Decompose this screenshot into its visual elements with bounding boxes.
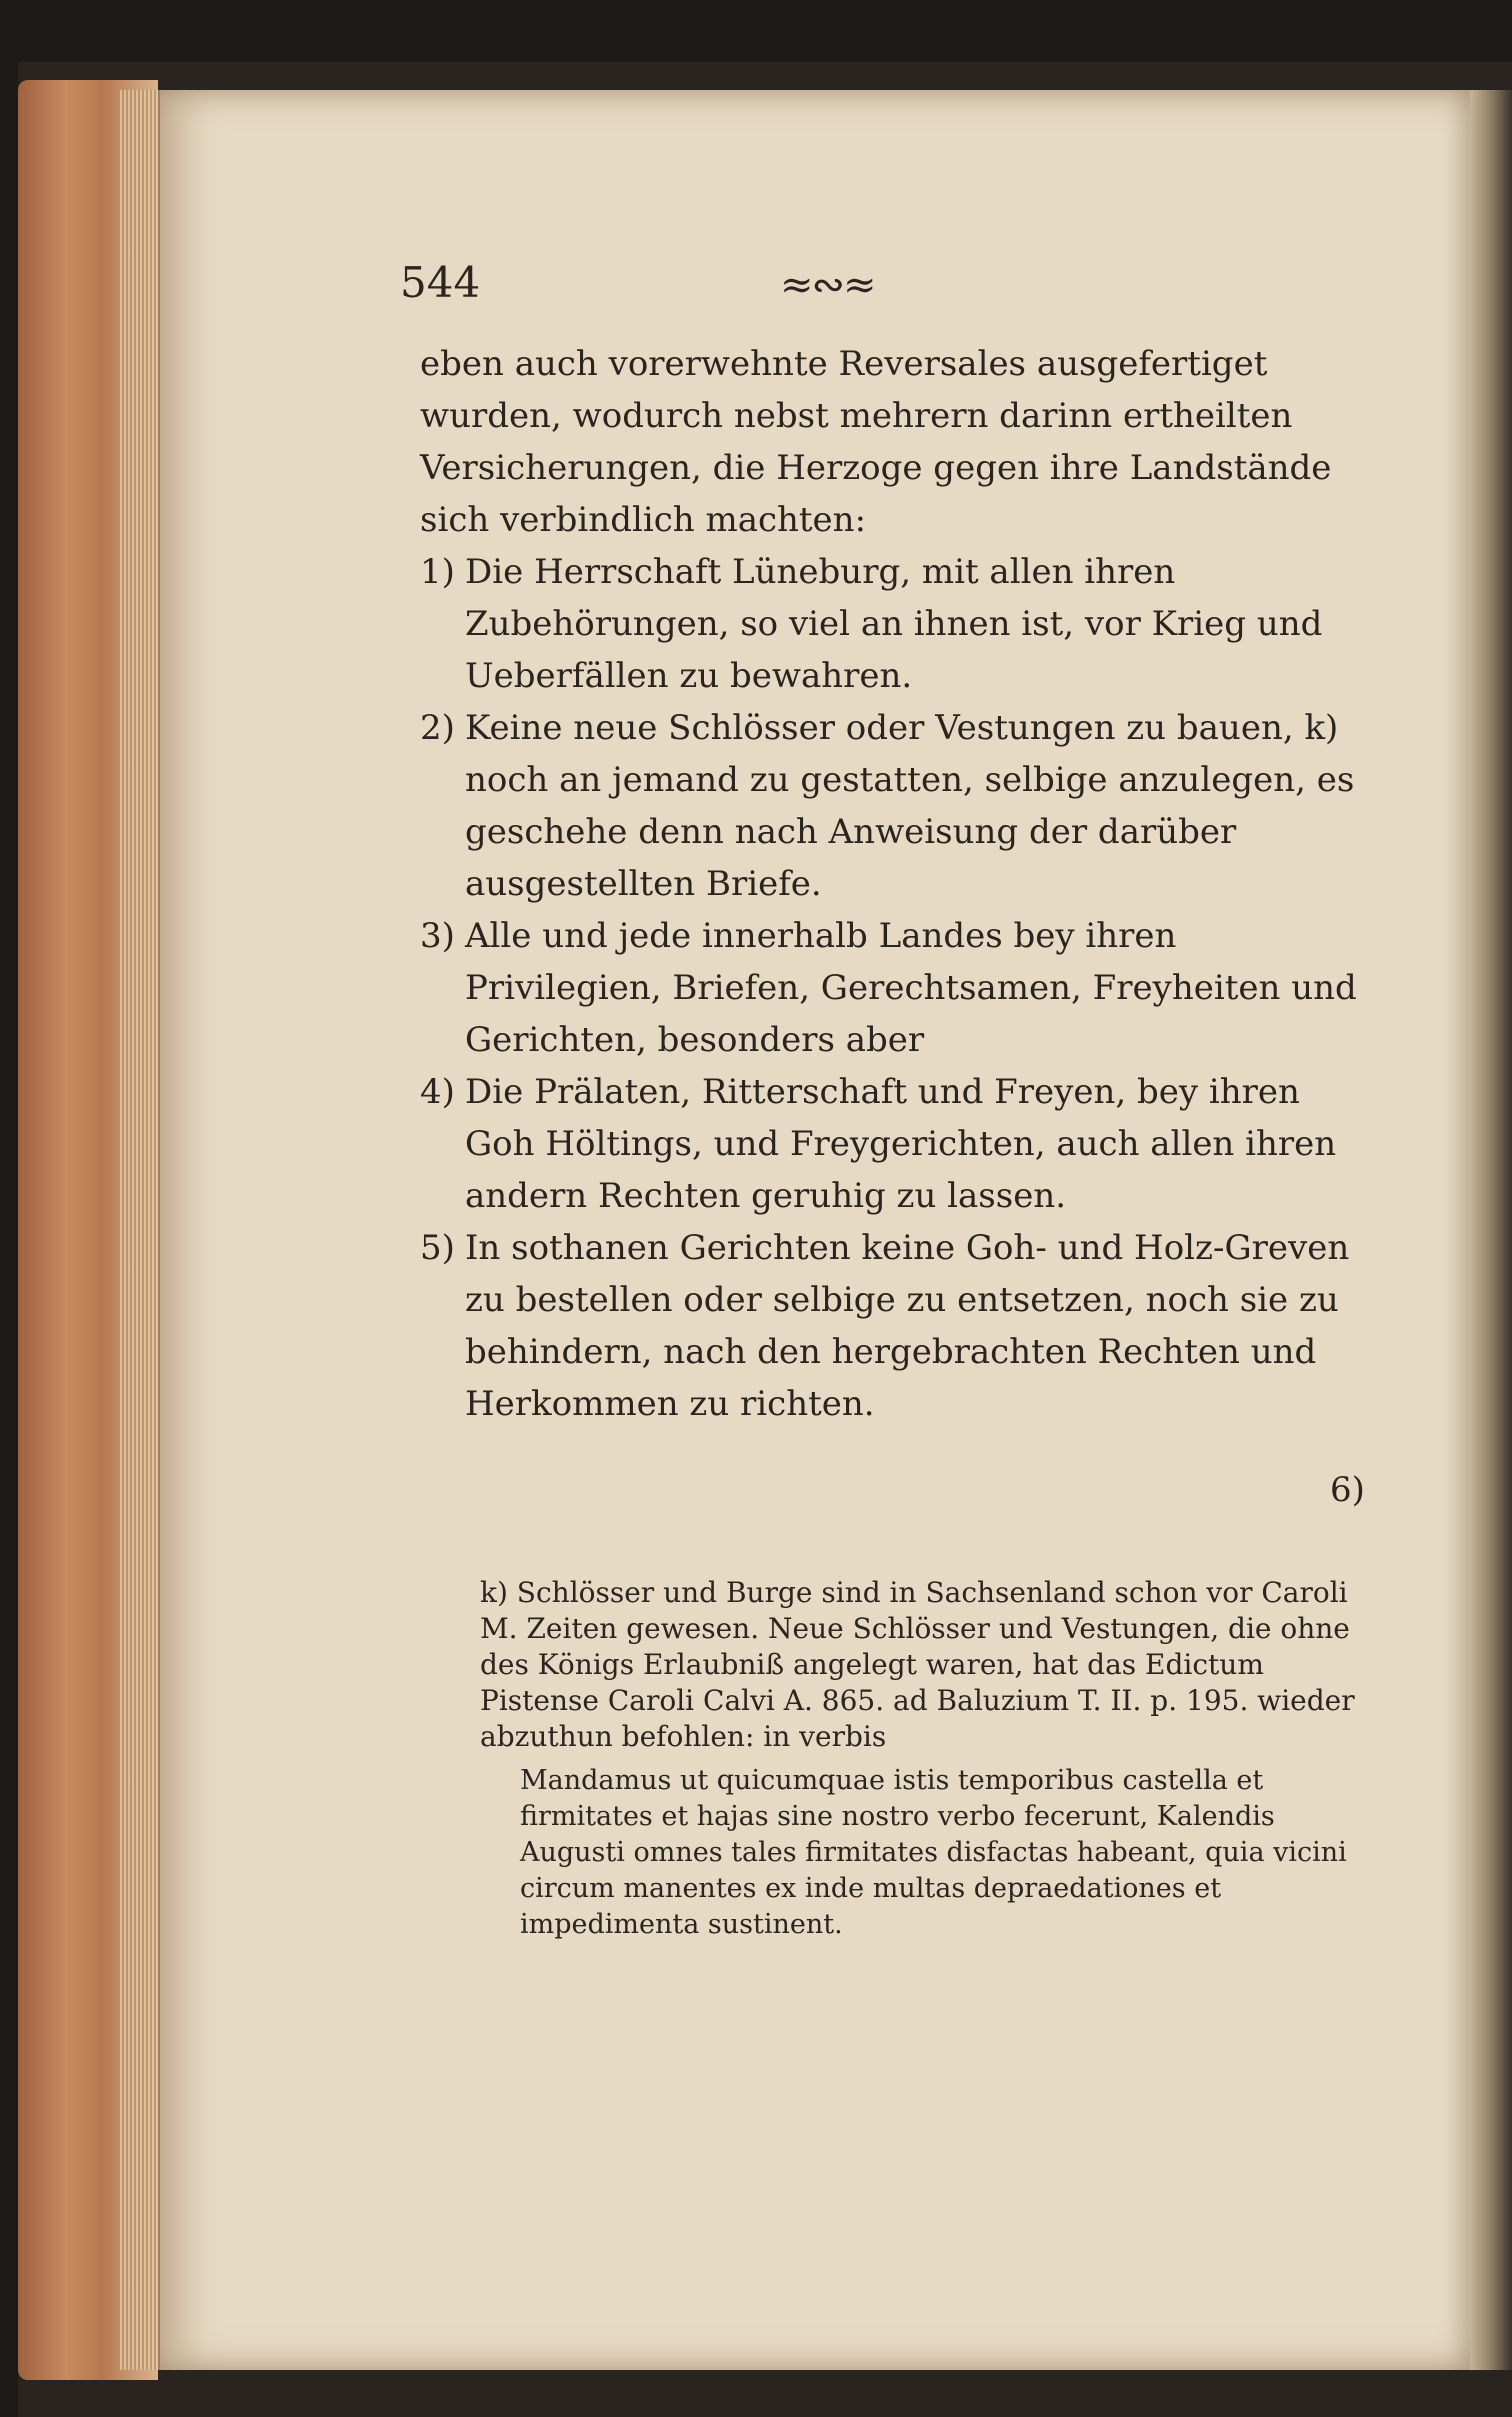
item-number: 4) — [420, 1072, 455, 1112]
intro-paragraph: eben auch vorerwehnte Reversales ausgefertiget wurden, wodurch nebst mehrern darinn ertheilten Versicherungen, die Herzoge gegen ihre Landstände sich verbindlich machten: — [420, 344, 1332, 540]
catchword: 6) — [1330, 1470, 1365, 1510]
item-text: Keine neue Schlösser oder Vestungen zu bauen, k) noch an jemand zu gestatten, selbige anzulegen, es geschehe denn nach Anweisung der darüber ausgestellten Briefe. — [465, 708, 1355, 904]
footnote-text: k) Schlösser und Burge sind in Sachsenland schon vor Caroli M. Zeiten gewesen. Neue Schlösser und Vestungen, die ohne des Königs Erlaubniß angelegt waren, hat das Edictum Pistense Caroli Calvi A. 865. ad Baluzium T. II. p. 195. wieder abzuthun befohlen: in verbis — [480, 1576, 1355, 1753]
item-text: Die Herrschaft Lüneburg, mit allen ihren Zubehörungen, so viel an ihnen ist, vor Krieg und Ueberfällen zu bewahren. — [465, 552, 1323, 696]
item-number: 1) — [420, 552, 455, 592]
list-item — [420, 546, 1380, 702]
item-text: In sothanen Gerichten keine Goh- und Holz-Greven zu bestellen oder selbige zu entsetzen, noch sie zu behindern, nach den hergebrachten Rechten und Herkommen zu richten. — [465, 1228, 1350, 1424]
item-number: 2) — [420, 708, 455, 748]
list-item — [420, 1222, 1380, 1430]
header-ornament: ≈∾≈ — [780, 262, 875, 308]
list-item — [420, 702, 1380, 910]
right-page-edge — [1470, 90, 1512, 2370]
item-number: 3) — [420, 916, 455, 956]
footnote — [480, 1575, 1380, 1943]
item-text: Die Prälaten, Ritterschaft und Freyen, bey ihren Goh Höltings, und Freygerichten, auch allen ihren andern Rechten geruhig zu lassen. — [465, 1072, 1337, 1216]
item-text: Alle und jede innerhalb Landes bey ihren Privilegien, Briefen, Gerechtsamen, Freyheiten und Gerichten, besonders aber — [465, 916, 1357, 1060]
main-text — [420, 338, 1380, 1430]
list-item — [420, 910, 1380, 1066]
list-item — [420, 1066, 1380, 1222]
footnote-latin-quote: Mandamus ut quicumquae istis temporibus castella et firmitates et hajas sine nostro verbo fecerunt, Kalendis Augusti omnes tales firmitates disfactas habeant, quia vicini circum manentes ex inde multas depraedationes et impedimenta sustinent. — [520, 1765, 1347, 1940]
item-number: 5) — [420, 1228, 455, 1268]
page-number: 544 — [400, 258, 481, 307]
